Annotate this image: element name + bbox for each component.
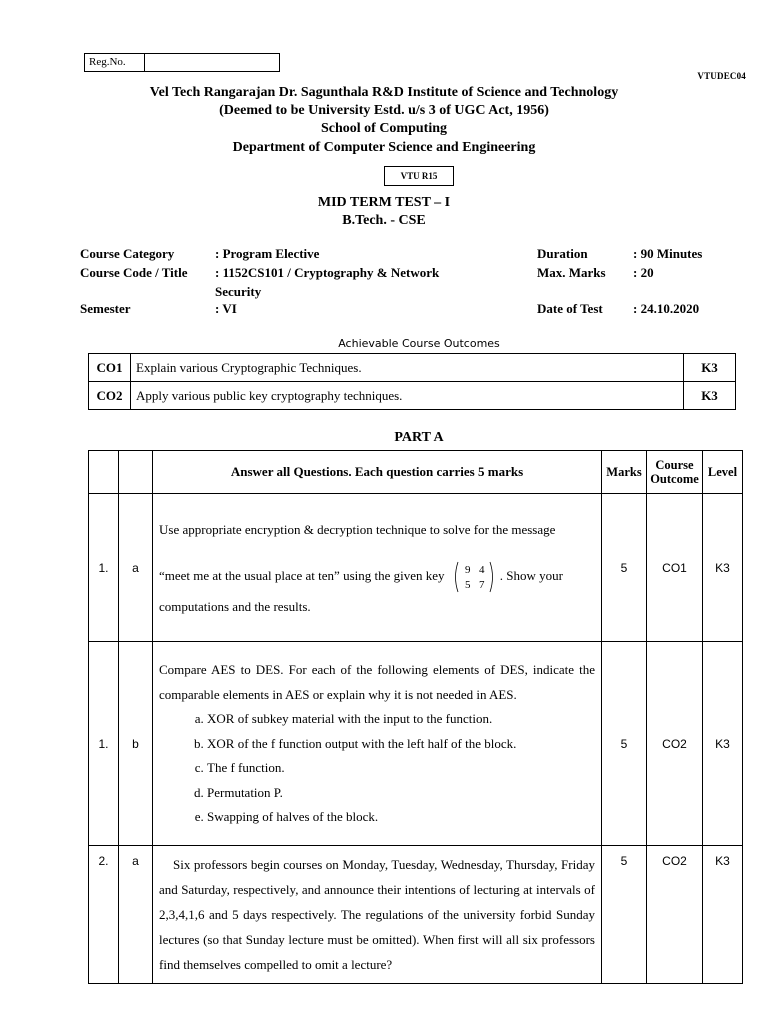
course-category-value: : Program Elective: [215, 246, 320, 261]
question-subitem: a. XOR of subkey material with the input to the function.: [207, 707, 595, 732]
outcome-code: CO2: [89, 382, 131, 410]
question-text-fragment: . Show your: [499, 567, 563, 583]
question-text-fragment: “meet me at the usual place at ten” using the given key: [159, 567, 445, 583]
question-number: 2.: [89, 846, 119, 984]
reg-no-label: Reg.No.: [85, 54, 145, 71]
course-code-value: : 1152CS101 / Cryptography & Network: [215, 265, 440, 280]
question-course-outcome: CO2: [647, 846, 703, 984]
deemed-university-line: (Deemed to be University Estd. u/s 3 of UGC Act, 1956): [219, 103, 549, 118]
questions-table: [88, 450, 743, 984]
question-level: K3: [703, 846, 743, 984]
question-row: [89, 642, 743, 846]
question-intro: Compare AES to DES. For each of the following elements of DES, indicate the comparable elements in AES or explain why it is not needed in AES.: [159, 662, 595, 703]
course-outcomes-title: Achievable Course Outcomes: [338, 337, 500, 350]
question-marks: 5: [602, 494, 647, 642]
semester-label: Semester: [80, 301, 131, 316]
outcome-text: Apply various public key cryptography techniques.: [131, 382, 684, 410]
header-course-outcome: [647, 451, 703, 494]
question-line: Use appropriate encryption & decryption technique to solve for the message: [159, 521, 556, 537]
reg-no-box: [84, 53, 280, 72]
question-marks: 5: [602, 846, 647, 984]
matrix-cell: 9: [464, 563, 471, 576]
date-of-test-label: Date of Test: [537, 301, 603, 316]
duration-label: Duration: [537, 246, 588, 261]
question-subitem: c. The f function.: [207, 756, 595, 781]
question-subitems: [159, 707, 595, 830]
matrix-cell: 7: [478, 578, 485, 591]
semester-value: : VI: [215, 301, 237, 316]
programme: B.Tech. - CSE: [342, 213, 426, 228]
outcome-level: K3: [684, 354, 736, 382]
max-marks-label: Max. Marks: [537, 265, 606, 280]
course-category-label: Course Category: [80, 246, 175, 261]
institute-name: Vel Tech Rangarajan Dr. Sagunthala R&D Institute of Science and Technology: [149, 85, 619, 100]
header-sub: [119, 451, 153, 494]
question-level: K3: [703, 494, 743, 642]
question-course-outcome: CO2: [647, 642, 703, 846]
question-sub: a: [119, 846, 153, 984]
question-course-outcome: CO1: [647, 494, 703, 642]
header-course-outcome-line1: Course: [655, 458, 694, 472]
course-title-cont: Security: [215, 284, 262, 299]
question-sub: a: [119, 494, 153, 642]
course-code-label: Course Code / Title: [80, 265, 188, 280]
question-number: 1.: [89, 642, 119, 846]
matrix-cell: 5: [464, 578, 471, 591]
question-level: K3: [703, 642, 743, 846]
department-name: Department of Computer Science and Engineering: [232, 140, 536, 155]
question-text: [153, 642, 602, 846]
test-title: MID TERM TEST – I: [317, 195, 451, 210]
question-number: 1.: [89, 494, 119, 642]
header-level: Level: [703, 451, 743, 494]
questions-header-row: [89, 451, 743, 494]
header-course-outcome-line2: Outcome: [650, 472, 699, 486]
question-subitem: e. Swapping of halves of the block.: [207, 805, 595, 830]
question-row: [89, 846, 743, 984]
document-code: VTUDEC04: [697, 71, 746, 81]
regulation-badge: VTU R15: [384, 166, 454, 186]
header-qno: [89, 451, 119, 494]
outcome-text: Explain various Cryptographic Techniques.: [131, 354, 684, 382]
question-sub: b: [119, 642, 153, 846]
date-of-test-value: : 24.10.2020: [633, 301, 700, 316]
outcome-row: [89, 354, 736, 382]
question-row: [89, 494, 743, 642]
key-matrix: [452, 560, 496, 594]
outcome-code: CO1: [89, 354, 131, 382]
question-line: [159, 560, 595, 594]
question-line: computations and the results.: [159, 598, 311, 614]
question-subitem: b. XOR of the f function output with the left half of the block.: [207, 732, 595, 757]
course-outcomes-table: [88, 353, 736, 410]
question-text: [153, 494, 602, 642]
header-marks: Marks: [602, 451, 647, 494]
outcome-row: [89, 382, 736, 410]
question-text: Six professors begin courses on Monday, Tuesday, Wednesday, Thursday, Friday and Saturday, respectively, and announce their intentions of lecturing at intervals of 2,3,4,1,6 and 5 days respectively. The regulations of the university forbid Sunday lectures (so that Sunday lecture must be omitted). When first will all six professors find themselves compelled to omit a lecture?: [153, 846, 602, 984]
question-subitem: d. Permutation P.: [207, 781, 595, 806]
matrix-cell: 4: [478, 563, 485, 576]
duration-value: : 90 Minutes: [633, 246, 703, 261]
header-instructions: Answer all Questions. Each question carries 5 marks: [153, 451, 602, 494]
question-marks: 5: [602, 642, 647, 846]
max-marks-value: : 20: [633, 265, 654, 280]
part-a-title: PART A: [394, 430, 444, 445]
outcome-level: K3: [684, 382, 736, 410]
school-name: School of Computing: [320, 121, 448, 136]
